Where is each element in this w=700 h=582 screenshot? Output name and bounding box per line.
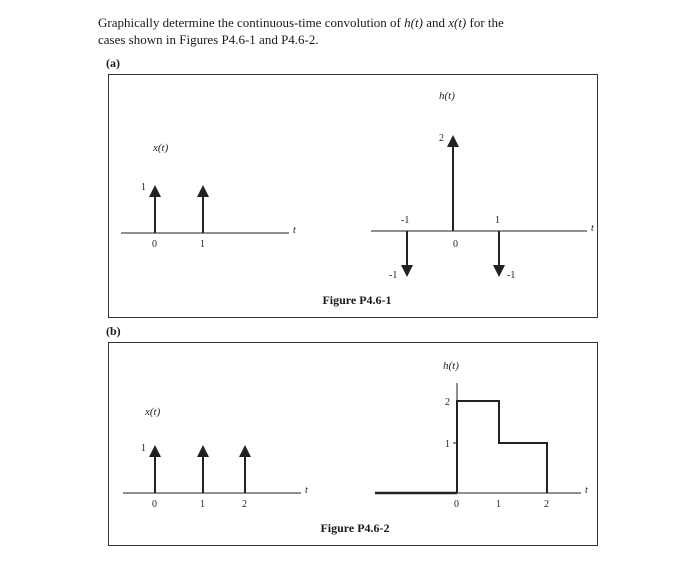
a-h-t-label: t (591, 223, 594, 234)
b-h-y-label-1: 1 (445, 439, 450, 450)
b-h-staircase (457, 401, 547, 493)
b-x-tick-1: 1 (200, 499, 205, 510)
a-x-amp-label: 1 (141, 182, 146, 193)
a-h-neg-label-left: -1 (389, 270, 398, 281)
b-x-tick-2: 2 (242, 499, 247, 510)
figure-a-caption: Figure P4.6-1 (322, 293, 392, 307)
figure-panel-b (108, 342, 598, 546)
prompt-text-1: Graphically determine the continuous-time convolution of (98, 15, 405, 30)
h-symbol: h(t) (404, 15, 423, 30)
a-h-func-label: h(t) (439, 90, 455, 102)
b-h-tick-1: 1 (496, 499, 501, 510)
x-symbol: x(t) (448, 15, 467, 30)
prompt-text-3: cases shown in Figures P4.6-1 and P4.6-2. (98, 32, 319, 47)
b-x-tick-0: 0 (152, 499, 157, 510)
part-b-label: (b) (106, 324, 121, 338)
b-x-amp-label: 1 (141, 443, 146, 454)
a-h-tick-neg1: -1 (401, 215, 410, 226)
prompt-and: and (422, 15, 449, 30)
figure-b-svg (109, 343, 597, 545)
b-x-func-label: x(t) (145, 406, 161, 418)
b-h-tick-2: 2 (544, 499, 549, 510)
a-x-tick-1: 1 (200, 239, 205, 250)
b-h-y-label-2: 2 (445, 397, 450, 408)
b-h-tick-0: 0 (454, 499, 459, 510)
a-h-tick-0: 0 (453, 239, 458, 250)
figure-b-caption: Figure P4.6-2 (320, 521, 390, 535)
a-x-t-label: t (293, 225, 296, 236)
b-h-t-label: t (585, 485, 588, 496)
b-x-t-label: t (305, 485, 308, 496)
figure-a-svg (109, 75, 597, 317)
part-a-label: (a) (106, 56, 120, 70)
a-x-func-label: x(t) (153, 142, 169, 154)
figure-panel-a (108, 74, 598, 318)
b-h-func-label: h(t) (443, 360, 459, 372)
problem-statement (98, 14, 618, 48)
prompt-text-2: for the (466, 15, 504, 30)
a-h-tick-1: 1 (495, 215, 500, 226)
a-h-neg-label-right: -1 (507, 270, 516, 281)
a-x-tick-0: 0 (152, 239, 157, 250)
a-h-amp-label: 2 (439, 133, 444, 144)
